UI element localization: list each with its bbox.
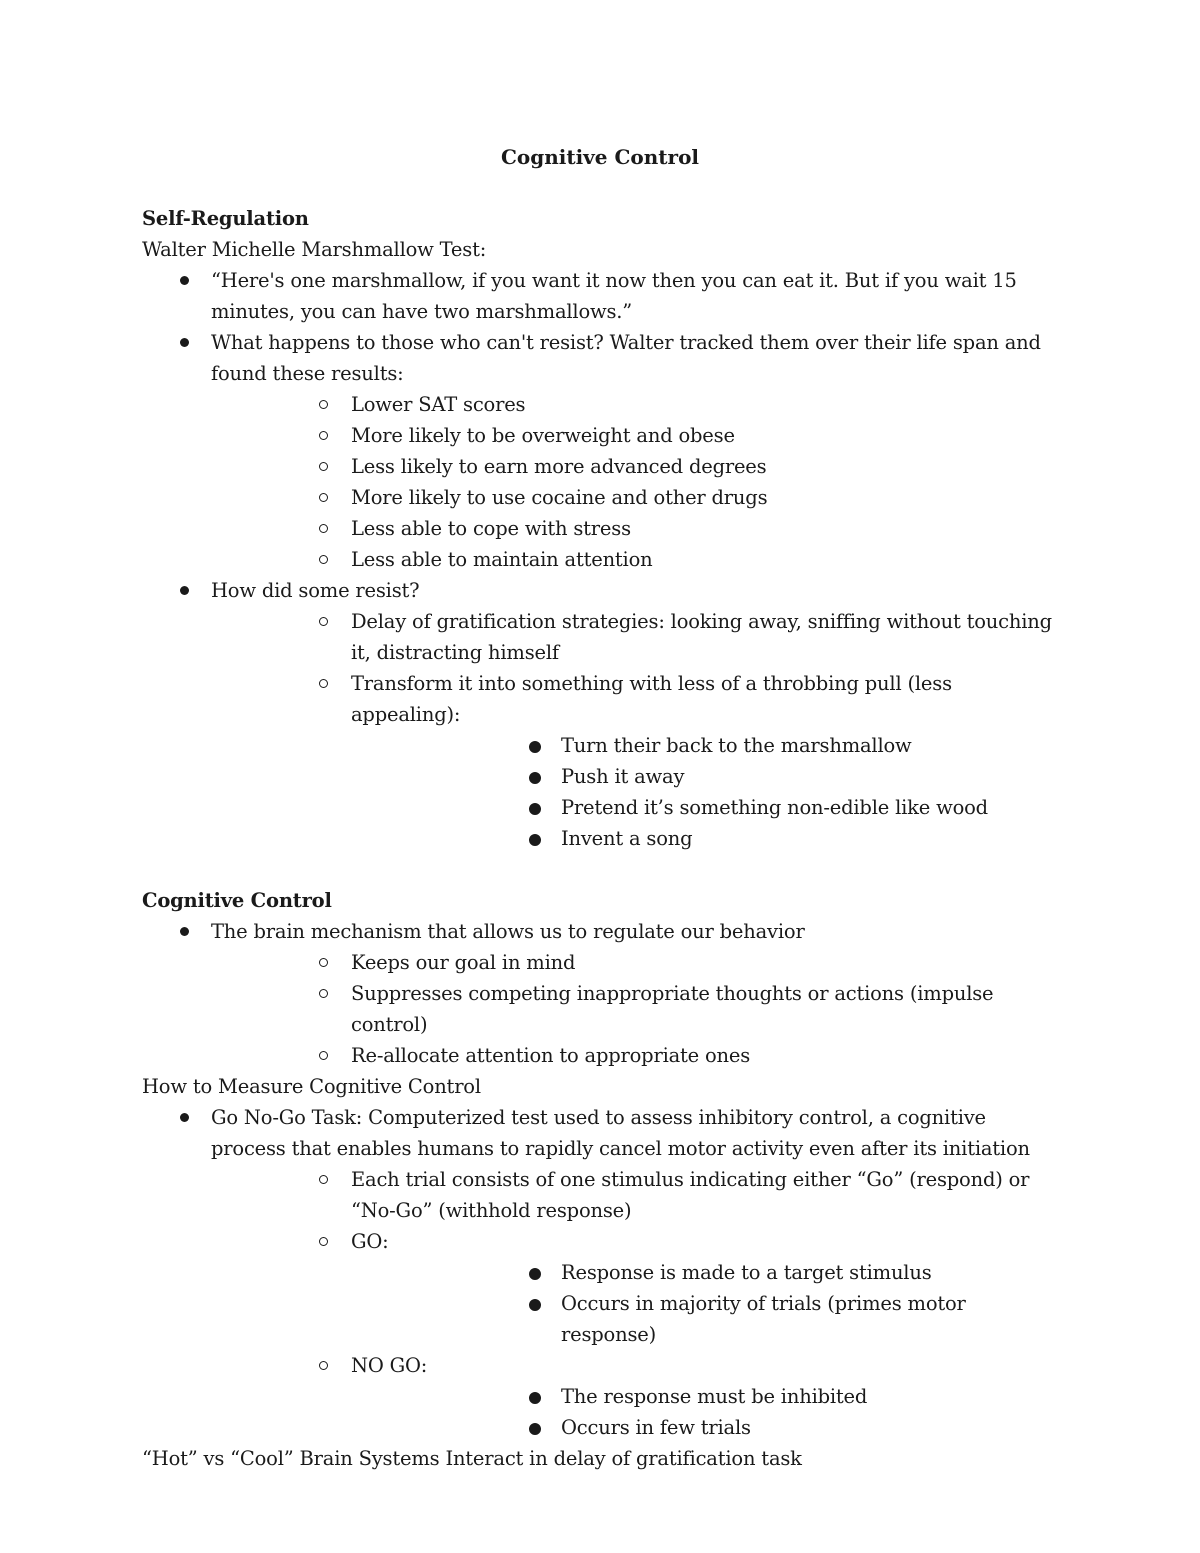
hollow-bullet-icon xyxy=(319,524,328,533)
hollow-bullet-icon xyxy=(319,462,328,471)
transform-list xyxy=(351,730,1062,854)
self-regulation-list xyxy=(142,265,1062,854)
list-item: Transform it into something with less of a throbbing pull (less appealing): Turn their back to the marshmallow Push it away Pretend it’s something non-edible like wood Invent a song xyxy=(211,668,1062,854)
page-title: Cognitive Control xyxy=(500,145,700,169)
list-item: Keeps our goal in mind xyxy=(211,947,1062,978)
measure-list xyxy=(142,1102,1062,1443)
list-item: Re-allocate attention to appropriate ones xyxy=(211,1040,1062,1071)
closing-line: “Hot” vs “Cool” Brain Systems Interact in delay of gratification task xyxy=(142,1447,802,1470)
list-item: Invent a song xyxy=(351,823,1062,854)
list-item: How did some resist? Delay of gratification strategies: looking away, sniffing without touching it, distracting himself Transform it into something with less of a throbbing pull (less appealing): Turn their back to the marshmallow Push it away Pretend it’s something non-edible like wood Invent a song xyxy=(142,575,1062,854)
square-bullet-icon xyxy=(529,1423,541,1435)
square-bullet-icon xyxy=(529,741,541,753)
hollow-bullet-icon xyxy=(319,679,328,688)
go-list xyxy=(351,1257,1062,1350)
hollow-bullet-icon xyxy=(319,1361,328,1370)
nogo-list xyxy=(351,1381,1062,1443)
list-item: Lower SAT scores xyxy=(211,389,1062,420)
filled-bullet-icon xyxy=(180,1113,189,1122)
filled-bullet-icon xyxy=(180,586,189,595)
measure-intro: How to Measure Cognitive Control xyxy=(142,1075,481,1098)
hollow-bullet-icon xyxy=(319,1051,328,1060)
results-list xyxy=(211,389,1062,575)
list-item: Less able to maintain attention xyxy=(211,544,1062,575)
list-item: More likely to use cocaine and other drugs xyxy=(211,482,1062,513)
square-bullet-icon xyxy=(529,1268,541,1280)
list-item: Delay of gratification strategies: looking away, sniffing without touching it, distracting himself xyxy=(211,606,1062,668)
filled-bullet-icon xyxy=(180,338,189,347)
list-item: Response is made to a target stimulus xyxy=(351,1257,1062,1288)
hollow-bullet-icon xyxy=(319,1175,328,1184)
list-item: GO: Response is made to a target stimulus Occurs in majority of trials (primes motor response) xyxy=(211,1226,1062,1350)
resist-strategies-list xyxy=(211,606,1062,854)
list-item: Push it away xyxy=(351,761,1062,792)
filled-bullet-icon xyxy=(180,276,189,285)
hollow-bullet-icon xyxy=(319,958,328,967)
list-item: Less able to cope with stress xyxy=(211,513,1062,544)
list-item: Suppresses competing inappropriate thoughts or actions (impulse control) xyxy=(211,978,1062,1040)
list-item: More likely to be overweight and obese xyxy=(211,420,1062,451)
list-item: “Here's one marshmallow, if you want it now then you can eat it. But if you wait 15 minutes, you can have two marshmallows.” xyxy=(142,265,1062,327)
square-bullet-icon xyxy=(529,803,541,815)
section-heading-self-regulation: Self-Regulation xyxy=(142,207,309,230)
list-item: Go No-Go Task: Computerized test used to assess inhibitory control, a cognitive process that enables humans to rapidly cancel motor activity even after its initiation Each trial consists of one stimulus indicating either “Go” (respond) or “No-Go” (withhold response) GO: Response is made to a target stimulus Occurs in majority of trials (primes motor response) NO GO: The response must be inhibited Occurs in few trials xyxy=(142,1102,1062,1443)
hollow-bullet-icon xyxy=(319,617,328,626)
list-item: The brain mechanism that allows us to regulate our behavior Keeps our goal in mind Suppresses competing inappropriate thoughts or actions (impulse control) Re-allocate attention to appropriate ones xyxy=(142,916,1062,1071)
square-bullet-icon xyxy=(529,772,541,784)
go-nogo-list xyxy=(211,1164,1062,1443)
cognitive-control-list xyxy=(142,916,1062,1071)
filled-bullet-icon xyxy=(180,927,189,936)
list-item: Occurs in majority of trials (primes motor response) xyxy=(351,1288,1062,1350)
marshmallow-test-intro: Walter Michelle Marshmallow Test: xyxy=(142,238,487,261)
square-bullet-icon xyxy=(529,834,541,846)
mechanism-list xyxy=(211,947,1062,1071)
list-item: NO GO: The response must be inhibited Occurs in few trials xyxy=(211,1350,1062,1443)
hollow-bullet-icon xyxy=(319,989,328,998)
list-item: The response must be inhibited xyxy=(351,1381,1062,1412)
list-item: Turn their back to the marshmallow xyxy=(351,730,1062,761)
hollow-bullet-icon xyxy=(319,555,328,564)
hollow-bullet-icon xyxy=(319,431,328,440)
list-item: Each trial consists of one stimulus indicating either “Go” (respond) or “No-Go” (withhold response) xyxy=(211,1164,1062,1226)
hollow-bullet-icon xyxy=(319,1237,328,1246)
document-body xyxy=(142,203,1062,1474)
hollow-bullet-icon xyxy=(319,400,328,409)
list-item: What happens to those who can't resist? Walter tracked them over their life span and found these results: Lower SAT scores More likely to be overweight and obese Less likely to earn more advanced degrees More likely to use cocaine and other drugs Less able to cope with stress Less able to maintain attention xyxy=(142,327,1062,575)
hollow-bullet-icon xyxy=(319,493,328,502)
square-bullet-icon xyxy=(529,1299,541,1311)
list-item: Occurs in few trials xyxy=(351,1412,1062,1443)
spacer xyxy=(142,854,1062,885)
list-item: Less likely to earn more advanced degrees xyxy=(211,451,1062,482)
section-heading-cognitive-control: Cognitive Control xyxy=(142,889,332,912)
list-item: Pretend it’s something non-edible like wood xyxy=(351,792,1062,823)
square-bullet-icon xyxy=(529,1392,541,1404)
